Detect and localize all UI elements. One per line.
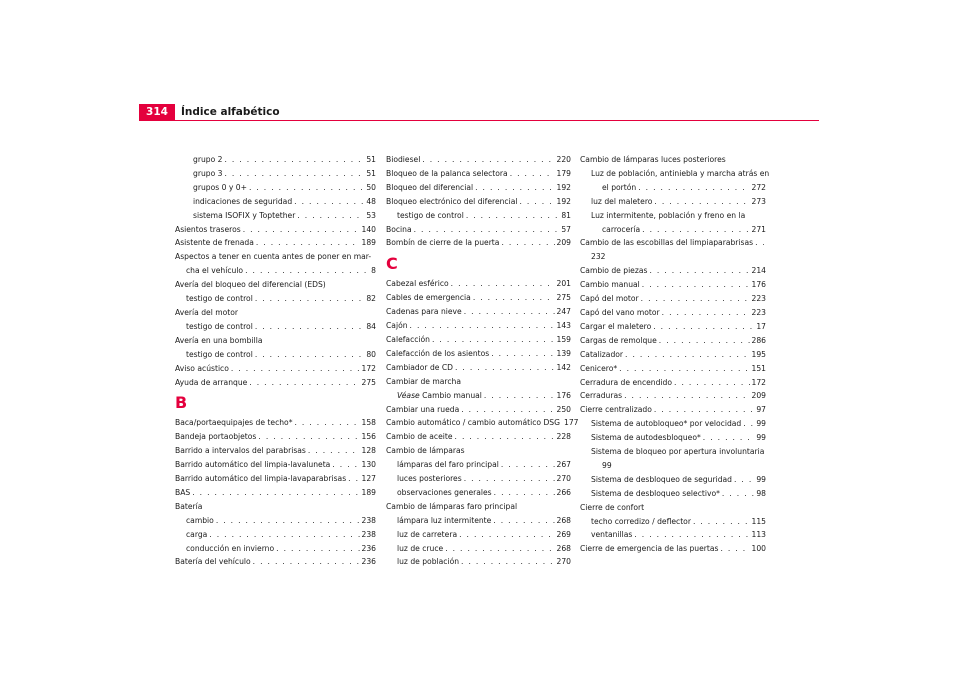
- index-subentry: observaciones generales . . . 266: [386, 486, 571, 500]
- index-subentry: Sistema de desbloqueo de seguridad . . . 99: [580, 473, 766, 487]
- index-subentry: Sistema de bloqueo por apertura involuntaria: [591, 447, 765, 457]
- index-entry: Avería del bloqueo del diferencial (EDS): [175, 280, 326, 290]
- index-entry: Cargar el maletero . . . 17: [580, 320, 766, 334]
- section-letter-c: C: [386, 254, 398, 274]
- index-subentry: lámpara luz intermitente . . . 268: [386, 514, 571, 528]
- index-entry-page: 232: [591, 252, 606, 262]
- index-entry: Bocina . . . 57: [386, 223, 571, 237]
- header-rule: [139, 120, 819, 121]
- index-subentry: cambio . . . 238: [175, 514, 376, 528]
- index-subentry: grupo 2 . . . 51: [193, 153, 376, 167]
- index-entry: Cerraduras . . . 209: [580, 389, 766, 403]
- index-entry: Calefacción . . . 159: [386, 333, 571, 347]
- index-entry: Cambio de lámparas faro principal: [386, 501, 518, 511]
- index-entry: Asistente de frenada . . . 189: [175, 236, 376, 250]
- index-entry: Bloqueo de la palanca selectora . . . 179: [386, 167, 571, 181]
- index-subentry: Véase Cambio manual . . . 176: [386, 389, 571, 403]
- index-entry: Batería: [175, 501, 203, 511]
- index-entry: Cajón . . . 143: [386, 319, 571, 333]
- index-subentry: el portón . . . 272: [580, 181, 766, 195]
- index-entry: Cambio automático / cambio automático DSG 177: [386, 418, 579, 428]
- index-subentry: testigo de control . . . 84: [175, 320, 376, 334]
- index-subentry: Sistema de autodesbloqueo* . . . 99: [580, 431, 766, 445]
- index-entry: Cerradura de encendido . . . 172: [580, 376, 766, 390]
- index-entry: Cables de emergencia . . . 275: [386, 291, 571, 305]
- index-entry: Cambio de piezas . . . 214: [580, 264, 766, 278]
- page-title: Índice alfabético: [181, 106, 280, 118]
- index-subentry: testigo de control . . . 82: [175, 292, 376, 306]
- index-subentry: grupo 3 . . . 51: [193, 167, 376, 181]
- index-entry: Cambiar una rueda . . . 250: [386, 403, 571, 417]
- index-entry: Cabezal esférico . . . 201: [386, 277, 571, 291]
- index-entry: Avería en una bombilla: [175, 335, 263, 345]
- index-entry: Cambio de las escobillas del limpiaparabrisas . . .: [580, 236, 766, 250]
- index-entry: cha el vehículo . . . 8: [175, 264, 376, 278]
- index-subentry: testigo de control . . . 80: [175, 348, 376, 362]
- page-number: 314: [139, 104, 175, 121]
- index-subentry: carga . . . 238: [175, 528, 376, 542]
- index-subentry: testigo de control . . . 81: [386, 209, 571, 223]
- index-entry: Cambio de aceite . . . 228: [386, 430, 571, 444]
- index-entry: Barrido automático del limpia-lavaparabrisas . . . 127: [175, 472, 376, 486]
- index-entry: Asientos traseros . . . 140: [175, 223, 376, 237]
- index-entry: Batería del vehículo . . . 236: [175, 555, 376, 569]
- index-subentry: conducción en invierno . . . 236: [175, 542, 376, 556]
- index-entry: Cambio de lámparas luces posteriores: [580, 155, 726, 164]
- index-entry: Biodiesel . . . 220: [386, 153, 571, 167]
- index-subentry: luz de carretera . . . 269: [386, 528, 571, 542]
- index-entry: Aspectos a tener en cuenta antes de poner en mar-: [175, 252, 372, 262]
- index-entry: Baca/portaequipajes de techo* . . . 158: [175, 416, 376, 430]
- index-subentry: lámparas del faro principal . . . 267: [386, 458, 571, 472]
- index-subentry: Luz intermitente, población y freno en la: [591, 210, 746, 220]
- index-entry: Cambio de lámparas: [386, 446, 465, 456]
- index-entry: Cierre centralizado . . . 97: [580, 403, 766, 417]
- index-entry: Cierre de confort: [580, 502, 645, 512]
- index-subentry: carrocería . . . 271: [580, 223, 766, 237]
- section-letter-b: B: [175, 393, 188, 413]
- index-entry: Bloqueo electrónico del diferencial . . . 192: [386, 195, 571, 209]
- index-entry: Cadenas para nieve . . . 247: [386, 305, 571, 319]
- index-entry: Avería del motor: [175, 307, 239, 317]
- index-entry: Bloqueo del diferencial . . . 192: [386, 181, 571, 195]
- index-column-1: [175, 153, 376, 569]
- index-subentry: sistema ISOFIX y Toptether . . . 53: [193, 209, 376, 223]
- index-entry: Catalizador . . . 195: [580, 348, 766, 362]
- index-subentry: Sistema de desbloqueo selectivo* . . . 98: [580, 487, 766, 501]
- index-entry-page: 99: [602, 460, 612, 470]
- index-entry: Cambiar de marcha: [386, 376, 462, 386]
- index-entry: Cambiador de CD . . . 142: [386, 361, 571, 375]
- index-entry: Capó del motor . . . 223: [580, 292, 766, 306]
- index-entry: Bombín de cierre de la puerta . . . 209: [386, 236, 571, 250]
- see-reference: Véase: [397, 390, 420, 400]
- index-subentry: Luz de población, antiniebla y marcha atrás en: [591, 168, 770, 178]
- index-entry: Cambio manual . . . 176: [580, 278, 766, 292]
- index-subentry: luces posteriores . . . 270: [386, 472, 571, 486]
- index-column-3: [580, 153, 770, 556]
- index-column-2: [386, 153, 579, 569]
- index-subentry: grupos 0 y 0+ . . . 50: [193, 181, 376, 195]
- index-entry: Cierre de emergencia de las puertas . . . 100: [580, 542, 766, 556]
- index-entry: Barrido automático del limpia-lavaluneta . . . 130: [175, 458, 376, 472]
- index-subentry: ventanillas . . . 113: [580, 528, 766, 542]
- index-entry: Cargas de remolque . . . 286: [580, 334, 766, 348]
- index-entry: Capó del vano motor . . . 223: [580, 306, 766, 320]
- index-subentry: techo corredizo / deflector . . . 115: [580, 515, 766, 529]
- index-entry: Cenicero* . . . 151: [580, 362, 766, 376]
- index-subentry: indicaciones de seguridad . . . 48: [193, 195, 376, 209]
- index-entry: BAS . . . 189: [175, 486, 376, 500]
- index-entry: Calefacción de los asientos . . . 139: [386, 347, 571, 361]
- index-subentry: luz del maletero . . . 273: [580, 195, 766, 209]
- index-entry: Aviso acústico . . . 172: [175, 362, 376, 376]
- index-subentry: luz de cruce . . . 268: [386, 542, 571, 556]
- index-entry: Barrido a intervalos del parabrisas . . . 128: [175, 444, 376, 458]
- index-entry: Bandeja portaobjetos . . . 156: [175, 430, 376, 444]
- index-subentry: luz de población . . . 270: [386, 555, 571, 569]
- index-entry: Ayuda de arranque . . . 275: [175, 376, 376, 390]
- index-subentry: Sistema de autobloqueo* por velocidad . . . 99: [580, 417, 766, 431]
